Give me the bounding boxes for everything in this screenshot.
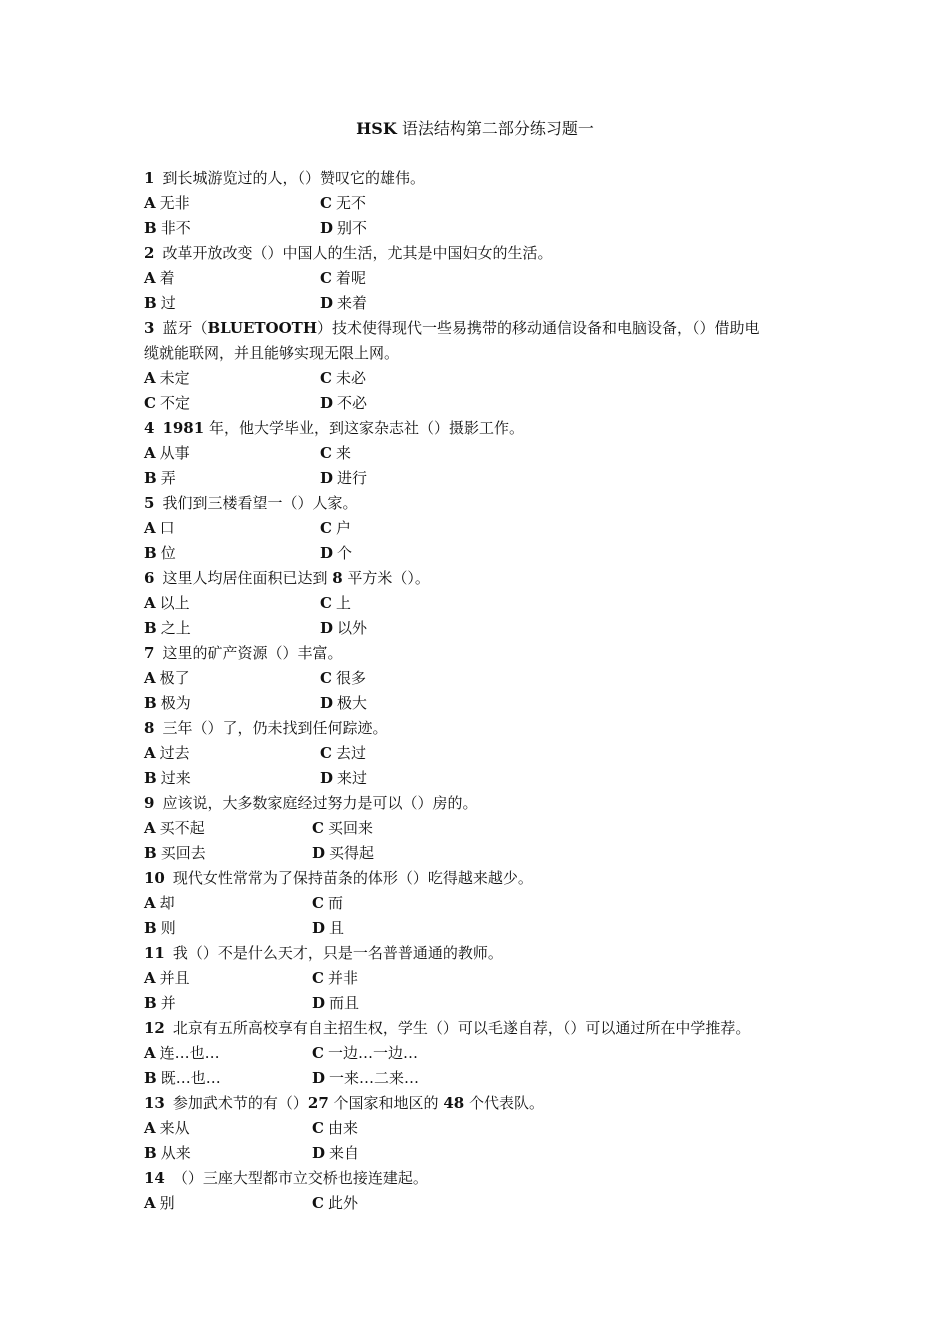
question-text: 这里的矿产资源（）丰富。 [162, 644, 343, 662]
option-row [144, 1116, 824, 1141]
option-letter: A [144, 194, 156, 212]
question-number: 14 [144, 1169, 165, 1187]
answer-option [312, 966, 358, 991]
option-text: 来着 [337, 294, 368, 312]
question-number: 1 [144, 169, 155, 187]
option-text: 户 [335, 519, 351, 537]
option-text: 别 [159, 1194, 175, 1212]
option-text: 位 [160, 544, 176, 562]
option-row [144, 666, 824, 691]
question-text: 三年（）了，仍未找到任何踪迹。 [162, 719, 388, 737]
option-letter: D [320, 694, 334, 712]
question-stem [144, 641, 824, 666]
question-number: 12 [144, 1019, 165, 1037]
answer-option [144, 291, 320, 316]
option-text: 一边…一边… [327, 1044, 418, 1062]
option-row [144, 1066, 824, 1091]
question-list [144, 166, 824, 1216]
option-letter: C [320, 519, 332, 537]
question-stem [144, 791, 824, 816]
option-row [144, 841, 824, 866]
answer-option [320, 591, 351, 616]
answer-option [320, 666, 366, 691]
answer-option [320, 741, 366, 766]
option-letter: C [312, 1119, 324, 1137]
option-text: 上 [335, 594, 351, 612]
answer-option [320, 216, 367, 241]
question-text-bold: 48 [443, 1094, 465, 1112]
option-letter: A [144, 369, 156, 387]
question-text: 个国家和地区的 [328, 1094, 444, 1112]
option-text: 未定 [159, 369, 190, 387]
option-letter: D [312, 1144, 326, 1162]
question-text: 我们到三楼看望一（）人家。 [162, 494, 358, 512]
question-text-bold: 1981 [162, 419, 205, 437]
answer-option [144, 966, 312, 991]
option-text: 无不 [335, 194, 366, 212]
option-text: 很多 [335, 669, 366, 687]
option-text: 之上 [160, 619, 191, 637]
answer-option [144, 666, 320, 691]
answer-option [144, 1116, 312, 1141]
answer-option [312, 1191, 358, 1216]
option-letter: C [312, 1044, 324, 1062]
answer-option [320, 466, 367, 491]
answer-option [320, 516, 351, 541]
option-letter: D [320, 219, 334, 237]
answer-option [144, 391, 320, 416]
option-text: 极了 [159, 669, 190, 687]
question-stem [144, 491, 824, 516]
question-text: 蓝牙（ [162, 319, 208, 337]
option-letter: C [320, 744, 332, 762]
question-number: 5 [144, 494, 155, 512]
option-text: 买得起 [329, 844, 375, 862]
option-letter: C [312, 1194, 324, 1212]
option-text: 非不 [160, 219, 191, 237]
option-text: 来 [335, 444, 351, 462]
question-stem [144, 1091, 824, 1116]
answer-option [312, 891, 343, 916]
answer-option [144, 1191, 312, 1216]
answer-option [144, 191, 320, 216]
question-text-bold: BLUETOOTH [207, 319, 318, 337]
answer-option [320, 191, 366, 216]
option-letter: B [144, 544, 157, 562]
answer-option [144, 591, 320, 616]
option-letter: B [144, 1144, 157, 1162]
question-number: 2 [144, 244, 155, 262]
option-letter: A [144, 969, 156, 987]
option-letter: C [312, 819, 324, 837]
option-row [144, 266, 824, 291]
option-text: 一来…二来… [329, 1069, 420, 1087]
question-text: 这里人均居住面积已达到 [162, 569, 333, 587]
option-text: 极为 [160, 694, 191, 712]
question-text: 个代表队。 [464, 1094, 544, 1112]
answer-option [320, 291, 367, 316]
question-number: 13 [144, 1094, 165, 1112]
answer-option [144, 891, 312, 916]
answer-option [144, 441, 320, 466]
option-text: 极大 [337, 694, 368, 712]
option-text: 由来 [327, 1119, 358, 1137]
option-row [144, 366, 824, 391]
option-letter: A [144, 519, 156, 537]
answer-option [320, 441, 351, 466]
option-letter: A [144, 594, 156, 612]
question-stem [144, 416, 824, 441]
option-text: 买不起 [159, 819, 205, 837]
answer-option [320, 616, 367, 641]
answer-option [320, 766, 367, 791]
option-text: 此外 [327, 1194, 358, 1212]
option-letter: D [312, 1069, 326, 1087]
answer-option [144, 516, 320, 541]
answer-option [144, 841, 312, 866]
option-text: 买回来 [327, 819, 373, 837]
option-letter: C [144, 394, 156, 412]
option-row [144, 891, 824, 916]
option-text: 不定 [159, 394, 190, 412]
option-letter: B [144, 219, 157, 237]
option-letter: C [320, 594, 332, 612]
option-row [144, 991, 824, 1016]
answer-option [144, 691, 320, 716]
question-text: 改革开放改变（）中国人的生活，尤其是中国妇女的生活。 [162, 244, 553, 262]
option-letter: A [144, 269, 156, 287]
option-letter: D [320, 394, 334, 412]
option-letter: D [312, 994, 326, 1012]
option-text: 则 [160, 919, 176, 937]
option-row [144, 516, 824, 541]
option-letter: A [144, 1119, 156, 1137]
question-number: 7 [144, 644, 155, 662]
question-text-continuation: 缆就能联网，并且能够实现无限上网。 [144, 344, 400, 362]
answer-option [312, 1116, 358, 1141]
option-row [144, 191, 824, 216]
question-stem [144, 566, 824, 591]
question-text-bold: 8 [332, 569, 343, 587]
answer-option [312, 1066, 419, 1091]
option-text: 弄 [160, 469, 176, 487]
answer-option [312, 1041, 418, 1066]
option-text: 不必 [337, 394, 368, 412]
question-text: 北京有五所高校享有自主招生权，学生（）可以毛遂自荐，（）可以通过所在中学推荐。 [172, 1019, 751, 1037]
question-stem [144, 941, 824, 966]
option-letter: D [312, 844, 326, 862]
option-letter: B [144, 919, 157, 937]
question-number: 6 [144, 569, 155, 587]
option-row [144, 766, 824, 791]
option-text: 过去 [159, 744, 190, 762]
option-text: 买回去 [160, 844, 206, 862]
option-text: 着 [159, 269, 175, 287]
option-row [144, 291, 824, 316]
option-text: 来过 [337, 769, 368, 787]
question-text: 到长城游览过的人，（）赞叹它的雄伟。 [162, 169, 425, 187]
question-stem [144, 241, 824, 266]
option-row [144, 741, 824, 766]
option-text: 并 [160, 994, 176, 1012]
option-letter: D [312, 919, 326, 937]
option-letter: D [320, 469, 334, 487]
option-text: 未必 [335, 369, 366, 387]
question-text: 年，他大学毕业，到这家杂志社（）摄影工作。 [204, 419, 524, 437]
question-text-bold: 27 [307, 1094, 329, 1112]
option-text: 去过 [335, 744, 366, 762]
answer-option [320, 691, 367, 716]
answer-option [144, 366, 320, 391]
option-letter: A [144, 744, 156, 762]
answer-option [144, 1141, 312, 1166]
option-row [144, 966, 824, 991]
option-letter: D [320, 619, 334, 637]
question-stem [144, 1016, 824, 1041]
option-letter: A [144, 1194, 156, 1212]
option-text: 并且 [159, 969, 190, 987]
answer-option [144, 766, 320, 791]
question-number: 9 [144, 794, 155, 812]
answer-option [144, 541, 320, 566]
option-letter: B [144, 1069, 157, 1087]
option-letter: B [144, 294, 157, 312]
option-text: 从来 [160, 1144, 191, 1162]
option-letter: B [144, 994, 157, 1012]
question-text: 参加武术节的有（） [172, 1094, 308, 1112]
option-letter: B [144, 469, 157, 487]
option-text: 却 [159, 894, 175, 912]
option-letter: A [144, 1044, 156, 1062]
question-stem [144, 166, 824, 191]
option-text: 过来 [160, 769, 191, 787]
option-text: 过 [160, 294, 176, 312]
option-letter: C [320, 269, 332, 287]
option-row [144, 616, 824, 641]
option-text: 来自 [329, 1144, 360, 1162]
answer-option [144, 266, 320, 291]
option-text: 无非 [159, 194, 190, 212]
option-letter: A [144, 444, 156, 462]
option-row [144, 816, 824, 841]
question-number: 3 [144, 319, 155, 337]
question-text: ）技术使得现代一些易携带的移动通信设备和电脑设备，（）借助电 [317, 319, 760, 337]
question-number: 10 [144, 869, 165, 887]
option-row [144, 441, 824, 466]
question-number: 4 [144, 419, 155, 437]
option-text: 连…也… [159, 1044, 220, 1062]
option-text: 且 [329, 919, 345, 937]
answer-option [312, 991, 359, 1016]
answer-option [144, 216, 320, 241]
answer-option [320, 541, 352, 566]
option-text: 以外 [337, 619, 368, 637]
option-letter: A [144, 669, 156, 687]
option-text: 来从 [159, 1119, 190, 1137]
option-text: 口 [159, 519, 175, 537]
option-text: 个 [337, 544, 353, 562]
answer-option [312, 841, 374, 866]
answer-option [144, 1041, 312, 1066]
option-letter: C [320, 194, 332, 212]
question-stem [144, 716, 824, 741]
answer-option [312, 916, 344, 941]
answer-option [144, 1066, 312, 1091]
option-letter: C [312, 969, 324, 987]
option-text: 别不 [337, 219, 368, 237]
answer-option [312, 1141, 359, 1166]
question-text: （）三座大型都市立交桥也接连建起。 [172, 1169, 428, 1187]
question-stem [144, 1166, 824, 1191]
option-text: 而 [327, 894, 343, 912]
option-row [144, 391, 824, 416]
option-letter: D [320, 769, 334, 787]
answer-option [320, 391, 367, 416]
option-letter: A [144, 894, 156, 912]
option-letter: B [144, 769, 157, 787]
question-stem [144, 316, 824, 341]
option-row [144, 466, 824, 491]
page-title [0, 118, 950, 140]
question-text: 现代女性常常为了保持苗条的体形（）吃得越来越少。 [172, 869, 533, 887]
option-text: 既…也… [160, 1069, 221, 1087]
option-text: 以上 [159, 594, 190, 612]
question-number: 8 [144, 719, 155, 737]
option-text: 并非 [327, 969, 358, 987]
question-stem [144, 866, 824, 891]
answer-option [144, 741, 320, 766]
option-letter: B [144, 619, 157, 637]
option-letter: B [144, 694, 157, 712]
option-row [144, 591, 824, 616]
option-letter: D [320, 544, 334, 562]
question-number: 11 [144, 944, 165, 962]
option-letter: A [144, 819, 156, 837]
answer-option [144, 466, 320, 491]
question-text: 应该说，大多数家庭经过努力是可以（）房的。 [162, 794, 478, 812]
option-row [144, 541, 824, 566]
option-row [144, 691, 824, 716]
title-text: 语法结构第二部分练习题一 [396, 119, 594, 138]
option-letter: C [320, 369, 332, 387]
question-text: 我（）不是什么天才，只是一名普普通通的教师。 [172, 944, 503, 962]
option-letter: C [320, 669, 332, 687]
answer-option [144, 616, 320, 641]
option-row [144, 916, 824, 941]
title-prefix: HSK [356, 119, 397, 138]
answer-option [144, 916, 312, 941]
option-text: 而且 [329, 994, 360, 1012]
option-row [144, 1141, 824, 1166]
option-row [144, 216, 824, 241]
option-letter: C [312, 894, 324, 912]
answer-option [320, 366, 366, 391]
option-letter: C [320, 444, 332, 462]
answer-option [312, 816, 373, 841]
option-letter: B [144, 844, 157, 862]
answer-option [144, 991, 312, 1016]
option-row [144, 1041, 824, 1066]
question-text: 平方米（）。 [342, 569, 430, 587]
answer-option [320, 266, 366, 291]
option-row [144, 1191, 824, 1216]
option-text: 着呢 [335, 269, 366, 287]
option-text: 进行 [337, 469, 368, 487]
option-letter: D [320, 294, 334, 312]
option-text: 从事 [159, 444, 190, 462]
answer-option [144, 816, 312, 841]
